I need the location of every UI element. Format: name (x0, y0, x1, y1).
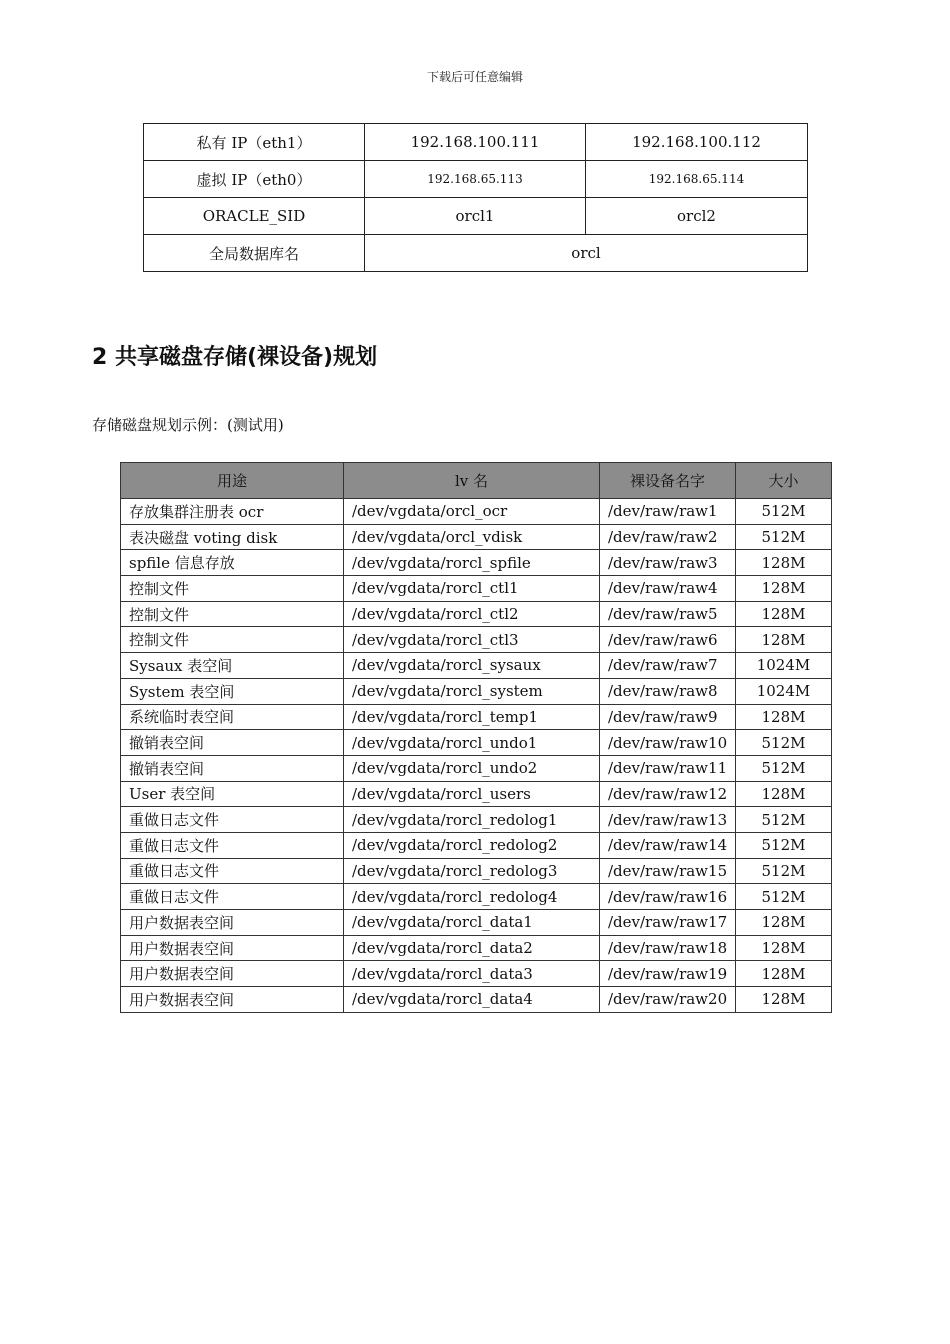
global-db-value: orcl (365, 235, 808, 272)
raw-device-cell: /dev/raw/raw10 (600, 730, 736, 756)
lv-name-cell: /dev/vgdata/rorcl_temp1 (344, 704, 600, 730)
purpose-cell: 用户数据表空间 (121, 935, 344, 961)
size-cell: 128M (736, 627, 832, 653)
size-cell: 512M (736, 884, 832, 910)
purpose-cell: 撤销表空间 (121, 730, 344, 756)
size-cell: 512M (736, 524, 832, 550)
raw-device-cell: /dev/raw/raw19 (600, 961, 736, 987)
lv-name-cell: /dev/vgdata/rorcl_ctl1 (344, 576, 600, 602)
section-heading: 2 共享磁盘存储(裸设备)规划 (92, 345, 378, 370)
table-row (121, 910, 832, 936)
table-row (121, 781, 832, 807)
row-label: 私有 IP（eth1） (144, 124, 365, 161)
raw-device-cell: /dev/raw/raw20 (600, 987, 736, 1013)
size-cell: 512M (736, 858, 832, 884)
header-row (121, 463, 832, 499)
size-cell: 128M (736, 576, 832, 602)
table-row (121, 858, 832, 884)
lv-name-cell: /dev/vgdata/rorcl_data3 (344, 961, 600, 987)
raw-device-cell: /dev/raw/raw12 (600, 781, 736, 807)
purpose-cell: 用户数据表空间 (121, 910, 344, 936)
table-row (144, 161, 808, 198)
table-row (121, 704, 832, 730)
raw-device-cell: /dev/raw/raw7 (600, 653, 736, 679)
purpose-cell: 重做日志文件 (121, 832, 344, 858)
page-header-note: 下载后可任意编辑 (426, 70, 523, 84)
network-table (143, 123, 808, 272)
lv-name-cell: /dev/vgdata/rorcl_system (344, 678, 600, 704)
table-row (121, 550, 832, 576)
column-header-purpose: 用途 (121, 463, 344, 499)
purpose-cell: 控制文件 (121, 627, 344, 653)
size-cell: 128M (736, 550, 832, 576)
size-cell: 1024M (736, 678, 832, 704)
table-row (121, 499, 832, 525)
lv-name-cell: /dev/vgdata/rorcl_redolog4 (344, 884, 600, 910)
raw-device-cell: /dev/raw/raw11 (600, 755, 736, 781)
column-header-raw-device: 裸设备名字 (600, 463, 736, 499)
table-row (121, 730, 832, 756)
purpose-cell: User 表空间 (121, 781, 344, 807)
size-cell: 128M (736, 910, 832, 936)
row-label: ORACLE_SID (144, 198, 365, 235)
lv-name-cell: /dev/vgdata/rorcl_redolog3 (344, 858, 600, 884)
purpose-cell: 用户数据表空间 (121, 987, 344, 1013)
raw-device-cell: /dev/raw/raw13 (600, 807, 736, 833)
table-row (121, 961, 832, 987)
lv-name-cell: /dev/vgdata/rorcl_ctl2 (344, 601, 600, 627)
raw-device-cell: /dev/raw/raw14 (600, 832, 736, 858)
table-row (121, 627, 832, 653)
purpose-cell: 控制文件 (121, 601, 344, 627)
lv-name-cell: /dev/vgdata/rorcl_users (344, 781, 600, 807)
size-cell: 512M (736, 807, 832, 833)
table-row (121, 807, 832, 833)
purpose-cell: spfile 信息存放 (121, 550, 344, 576)
raw-device-cell: /dev/raw/raw15 (600, 858, 736, 884)
node2-value: 192.168.65.114 (586, 161, 808, 198)
lv-name-cell: /dev/vgdata/rorcl_undo2 (344, 755, 600, 781)
column-header-size: 大小 (736, 463, 832, 499)
lv-name-cell: /dev/vgdata/rorcl_redolog1 (344, 807, 600, 833)
raw-device-cell: /dev/raw/raw16 (600, 884, 736, 910)
table-row (121, 935, 832, 961)
raw-device-cell: /dev/raw/raw18 (600, 935, 736, 961)
size-cell: 512M (736, 755, 832, 781)
table-row (121, 524, 832, 550)
table-row (121, 755, 832, 781)
lv-name-cell: /dev/vgdata/rorcl_ctl3 (344, 627, 600, 653)
lv-name-cell: /dev/vgdata/rorcl_redolog2 (344, 832, 600, 858)
size-cell: 512M (736, 832, 832, 858)
storage-table (120, 462, 832, 1013)
table-row (121, 987, 832, 1013)
table-row (121, 576, 832, 602)
table-row (144, 235, 808, 272)
table-row (121, 884, 832, 910)
raw-device-cell: /dev/raw/raw9 (600, 704, 736, 730)
node1-value: orcl1 (365, 198, 586, 235)
raw-device-cell: /dev/raw/raw2 (600, 524, 736, 550)
purpose-cell: System 表空间 (121, 678, 344, 704)
node2-value: orcl2 (586, 198, 808, 235)
purpose-cell: 控制文件 (121, 576, 344, 602)
lv-name-cell: /dev/vgdata/rorcl_undo1 (344, 730, 600, 756)
table-caption: 存储磁盘规划示例：(测试用) (92, 416, 284, 434)
size-cell: 512M (736, 499, 832, 525)
node1-value: 192.168.100.111 (365, 124, 586, 161)
purpose-cell: 重做日志文件 (121, 884, 344, 910)
lv-name-cell: /dev/vgdata/orcl_ocr (344, 499, 600, 525)
table-row (144, 198, 808, 235)
raw-device-cell: /dev/raw/raw17 (600, 910, 736, 936)
raw-device-cell: /dev/raw/raw3 (600, 550, 736, 576)
row-label: 全局数据库名 (144, 235, 365, 272)
purpose-cell: 撤销表空间 (121, 755, 344, 781)
lv-name-cell: /dev/vgdata/rorcl_data4 (344, 987, 600, 1013)
purpose-cell: 用户数据表空间 (121, 961, 344, 987)
size-cell: 128M (736, 781, 832, 807)
size-cell: 128M (736, 704, 832, 730)
size-cell: 128M (736, 935, 832, 961)
row-label: 虚拟 IP（eth0） (144, 161, 365, 198)
purpose-cell: 重做日志文件 (121, 858, 344, 884)
raw-device-cell: /dev/raw/raw5 (600, 601, 736, 627)
size-cell: 1024M (736, 653, 832, 679)
raw-device-cell: /dev/raw/raw4 (600, 576, 736, 602)
size-cell: 128M (736, 987, 832, 1013)
size-cell: 512M (736, 730, 832, 756)
raw-device-cell: /dev/raw/raw1 (600, 499, 736, 525)
purpose-cell: 表决磁盘 voting disk (121, 524, 344, 550)
raw-device-cell: /dev/raw/raw8 (600, 678, 736, 704)
node1-value: 192.168.65.113 (365, 161, 586, 198)
table-row (121, 678, 832, 704)
lv-name-cell: /dev/vgdata/rorcl_sysaux (344, 653, 600, 679)
lv-name-cell: /dev/vgdata/rorcl_data2 (344, 935, 600, 961)
purpose-cell: 存放集群注册表 ocr (121, 499, 344, 525)
table-row (121, 601, 832, 627)
lv-name-cell: /dev/vgdata/rorcl_data1 (344, 910, 600, 936)
purpose-cell: Sysaux 表空间 (121, 653, 344, 679)
lv-name-cell: /dev/vgdata/rorcl_spfile (344, 550, 600, 576)
column-header-lv-name: lv 名 (344, 463, 600, 499)
purpose-cell: 系统临时表空间 (121, 704, 344, 730)
size-cell: 128M (736, 961, 832, 987)
node2-value: 192.168.100.112 (586, 124, 808, 161)
table-row (144, 124, 808, 161)
raw-device-cell: /dev/raw/raw6 (600, 627, 736, 653)
table-row (121, 832, 832, 858)
table-row (121, 653, 832, 679)
size-cell: 128M (736, 601, 832, 627)
lv-name-cell: /dev/vgdata/orcl_vdisk (344, 524, 600, 550)
purpose-cell: 重做日志文件 (121, 807, 344, 833)
